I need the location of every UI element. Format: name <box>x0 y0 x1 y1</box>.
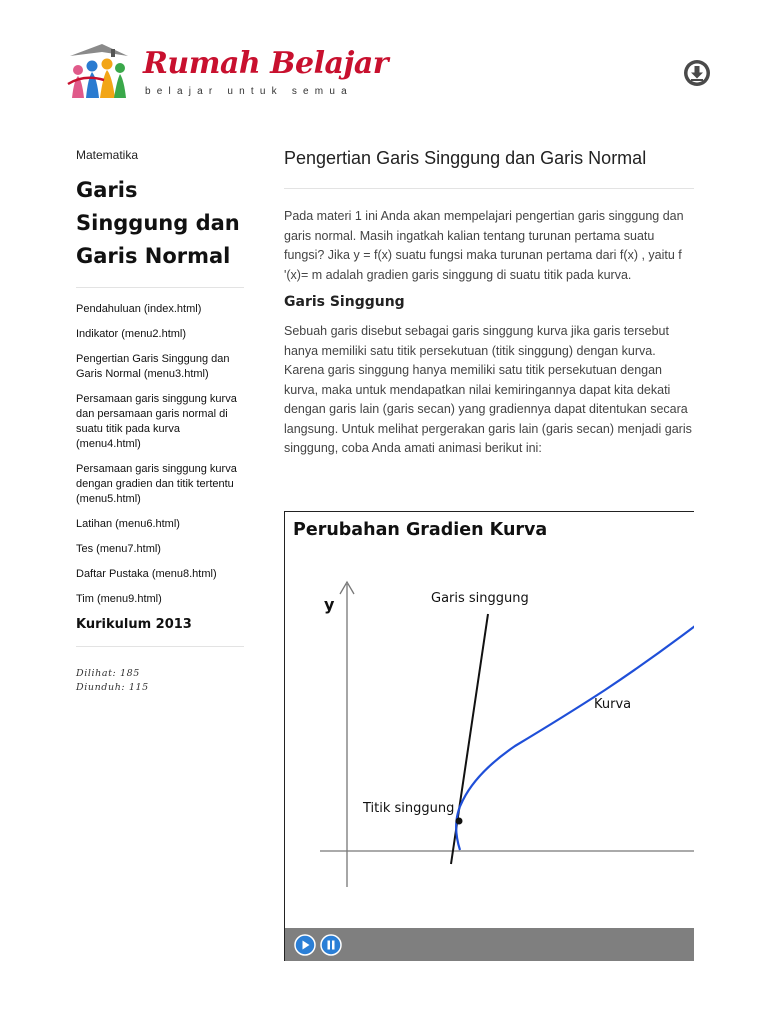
nav-item-indikator[interactable]: Indikator (menu2.html) <box>76 328 187 340</box>
nav-item-pendahuluan[interactable]: Pendahuluan (index.html) <box>76 303 202 315</box>
curve <box>456 626 694 850</box>
rumah-belajar-logo-icon[interactable] <box>64 40 134 102</box>
section-heading: Garis Singgung <box>284 294 405 310</box>
page-title: Pengertian Garis Singgung dan Garis Normal <box>284 148 647 168</box>
logo-title[interactable]: Rumah Belajar <box>143 46 389 81</box>
curriculum-label: Kurikulum 2013 <box>76 617 192 632</box>
sidebar <box>76 148 244 695</box>
curve-label: Kurva <box>594 697 632 712</box>
logo-tagline: belajar untuk semua <box>145 86 353 97</box>
subject-label: Matematika <box>76 148 139 162</box>
y-axis-label: y <box>324 595 335 614</box>
gradient-animation[interactable] <box>284 511 694 961</box>
sidebar-divider-bottom <box>76 646 244 647</box>
main-content <box>284 148 694 459</box>
tangent-line-label: Garis singgung <box>431 591 529 606</box>
views-count: Dilihat: 185 <box>76 668 140 679</box>
module-title: Garis Singgung dan Garis Normal <box>76 178 240 268</box>
nav-item-daftar-pustaka[interactable]: Daftar Pustaka (menu8.html) <box>76 568 217 580</box>
intro-paragraph: Pada materi 1 ini Anda akan mempelajari pengertian garis singgung dan garis normal. Masih ingatkah kalian tentang turunan pertama suatu fungsi? Jika y = f(x) suatu fungsi maka turunan pertama dari f(x) , yaitu f '(x)= m adalah gradien garis singgung di suatu titik pada kurva. <box>284 209 684 282</box>
download-circle-icon[interactable] <box>683 59 711 87</box>
nav-item-persamaan-gradien[interactable]: Persamaan garis singgung kurva dengan gradien dan titik tertentu (menu5.html) <box>76 463 237 505</box>
sidebar-divider <box>76 287 244 288</box>
pause-icon[interactable] <box>320 934 342 956</box>
tangent-point-label: Titik singgung <box>363 801 455 816</box>
site-header <box>0 0 768 120</box>
nav-item-pengertian[interactable]: Pengertian Garis Singgung dan Garis Normal (menu3.html) <box>76 353 230 380</box>
animation-title: Perubahan Gradien Kurva <box>293 520 548 540</box>
nav-item-latihan[interactable]: Latihan (menu6.html) <box>76 518 180 530</box>
tangent-point <box>456 818 463 825</box>
nav-item-tim[interactable]: Tim (menu9.html) <box>76 593 162 605</box>
downloads-count: Diunduh: 115 <box>76 682 149 693</box>
module-nav <box>76 302 244 607</box>
nav-item-persamaan-titik[interactable]: Persamaan garis singgung kurva dan persamaan garis normal di suatu titik pada kurva (menu4.html) <box>76 393 237 450</box>
nav-item-tes[interactable]: Tes (menu7.html) <box>76 543 161 555</box>
content-divider <box>284 188 694 189</box>
animation-controls <box>285 928 694 961</box>
play-icon[interactable] <box>294 934 316 956</box>
animation-canvas <box>285 512 694 929</box>
body-paragraph: Sebuah garis disebut sebagai garis singgung kurva jika garis tersebut hanya memiliki satu titik persekutuan (titik singgung) dengan kurva. Karena garis singgung hanya memiliki satu titik persekutuan dengan kurva, maka untuk mendapatkan nilai kemiringannya dapat kita dekati dengan garis lain (garis secan) yang gradiennya dapat ditentukan secara langsung. Untuk melihat pergerakan garis lain (garis secan) menjadi garis singgung, coba Anda amati animasi berikut ini: <box>284 324 692 455</box>
